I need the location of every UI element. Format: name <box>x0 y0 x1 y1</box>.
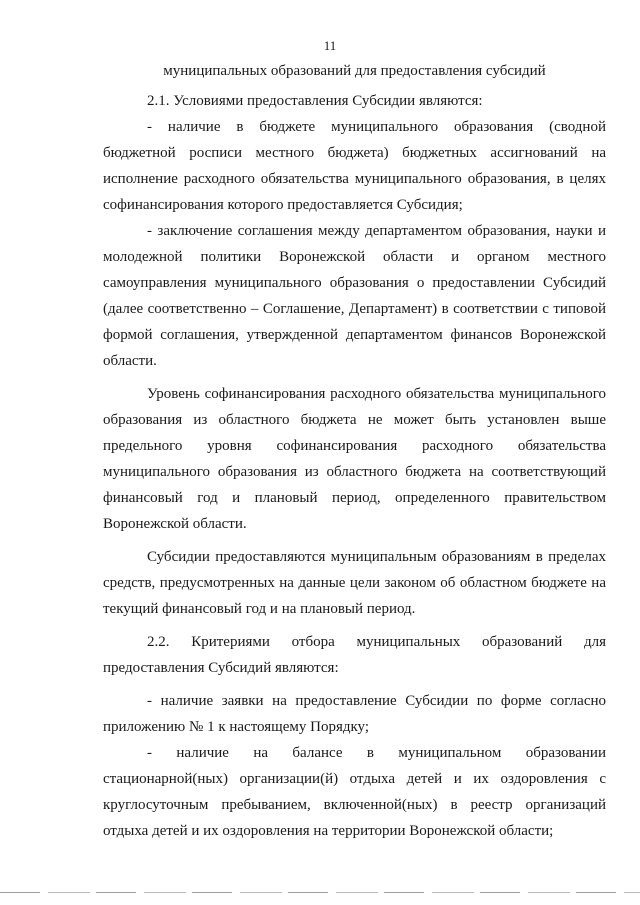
section-heading-tail: муниципальных образований для предоставления субсидий <box>163 63 546 79</box>
paragraph-cofinancing-level: Уровень софинансирования расходного обязательства муниципального образования из областного бюджета не может быть установлен выше предельного уровня софинансирования расходного обязательства муниципального образования из областного бюджета на соответствующий финансовый год и плановый период, определенного правительством Воронежской области. <box>103 386 606 532</box>
paragraph-subsidy-limits: Субсидии предоставляются муниципальным образованиям в пределах средств, предусмотренных на данные цели законом об областном бюджете на текущий финансовый год и на плановый период. <box>103 549 606 617</box>
paragraph-budget-condition: - наличие в бюджете муниципального образования (сводной бюджетной росписи местного бюджета) бюджетных ассигнований на исполнение расходного обязательства муниципального образования, в целях софинансирования которого предоставляется Субсидия; <box>103 119 606 213</box>
paragraph-conditions-heading: 2.1. Условиями предоставления Субсидии являются: <box>147 93 483 109</box>
paragraph-application-criterion: - наличие заявки на предоставление Субсидии по форме согласно приложению № 1 к настоящему Порядку; <box>103 693 606 735</box>
document-body <box>103 58 606 844</box>
scan-edge-line <box>0 892 640 893</box>
page-number: 11 <box>323 38 337 53</box>
paragraph-selection-criteria-heading: 2.2. Критериями отбора муниципальных образований для предоставления Субсидий являются: <box>103 634 606 676</box>
paragraph-agreement-condition: - заключение соглашения между департаментом образования, науки и молодежной политики Воронежской области и органом местного самоуправления муниципального образования о предоставлении Субсидий (далее соответственно – Соглашение, Департамент) в соответствии с типовой формой соглашения, утвержденной департаментом финансов Воронежской области. <box>103 223 606 369</box>
paragraph-camp-criterion: - наличие на балансе в муниципальном образовании стационарной(ных) организации(й) отдыха детей и их оздоровления с круглосуточным пребыванием, включенной(ных) в реестр организаций отдыха детей и их оздоровления на территории Воронежской области; <box>103 745 606 839</box>
